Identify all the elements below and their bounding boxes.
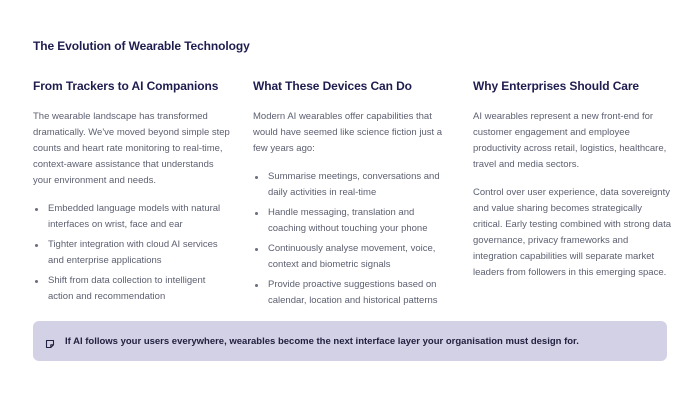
list-item — [33, 237, 233, 269]
bullet-list — [33, 201, 233, 305]
callout-text: If AI follows your users everywhere, wearables become the next interface layer your organisation must design for. — [65, 335, 579, 347]
list-item-text: Provide proactive suggestions based on calendar, location and historical patterns — [268, 279, 438, 306]
bullet-list — [253, 169, 453, 309]
column-paragraph: Control over user experience, data sovereignty and value sharing becomes strategically critical. Early testing combined with strong data governance, privacy frameworks and integration capabilities will separate market leaders from followers in this emerging space. — [473, 187, 672, 278]
bullet-dot-icon — [255, 176, 258, 179]
note-icon — [45, 336, 55, 346]
column-paragraph: Modern AI wearables offer capabilities that would have seemed like science fiction just a few years ago: — [253, 111, 443, 154]
column-paragraph: The wearable landscape has transformed dramatically. We've moved beyond simple step counts and heart rate monitoring to real-time, context-aware assistance that understands your environment and needs. — [33, 111, 230, 186]
list-item-text: Summarise meetings, conversations and daily activities in real-time — [268, 171, 440, 198]
column-enterprise-case — [473, 78, 673, 293]
column-heading: From Trackers to AI Companions — [33, 79, 219, 93]
callout-banner — [33, 321, 667, 361]
list-item — [33, 273, 233, 305]
column-device-capabilities — [253, 78, 453, 313]
list-item-text: Handle messaging, translation and coaching without touching your phone — [268, 207, 428, 234]
column-paragraph: AI wearables represent a new front-end for customer engagement and employee productivity across retail, logistics, healthcare, travel and media sectors. — [473, 111, 667, 170]
bullet-dot-icon — [35, 208, 38, 211]
column-heading: What These Devices Can Do — [253, 79, 412, 93]
list-item-text: Shift from data collection to intelligent action and recommendation — [48, 275, 206, 302]
list-item — [33, 201, 233, 233]
bullet-dot-icon — [255, 212, 258, 215]
list-item-text: Embedded language models with natural interfaces on wrist, face and ear — [48, 203, 221, 230]
list-item — [253, 205, 453, 237]
column-trackers-to-ai — [33, 78, 233, 309]
bullet-dot-icon — [35, 280, 38, 283]
list-item — [253, 277, 453, 309]
page-title: The Evolution of Wearable Technology — [33, 39, 250, 53]
bullet-dot-icon — [255, 284, 258, 287]
column-heading: Why Enterprises Should Care — [473, 79, 640, 93]
bullet-dot-icon — [35, 244, 38, 247]
list-item-text: Continuously analyse movement, voice, context and biometric signals — [268, 243, 436, 270]
list-item — [253, 241, 453, 273]
list-item — [253, 169, 453, 201]
list-item-text: Tighter integration with cloud AI services and enterprise applications — [48, 239, 218, 266]
bullet-dot-icon — [255, 248, 258, 251]
